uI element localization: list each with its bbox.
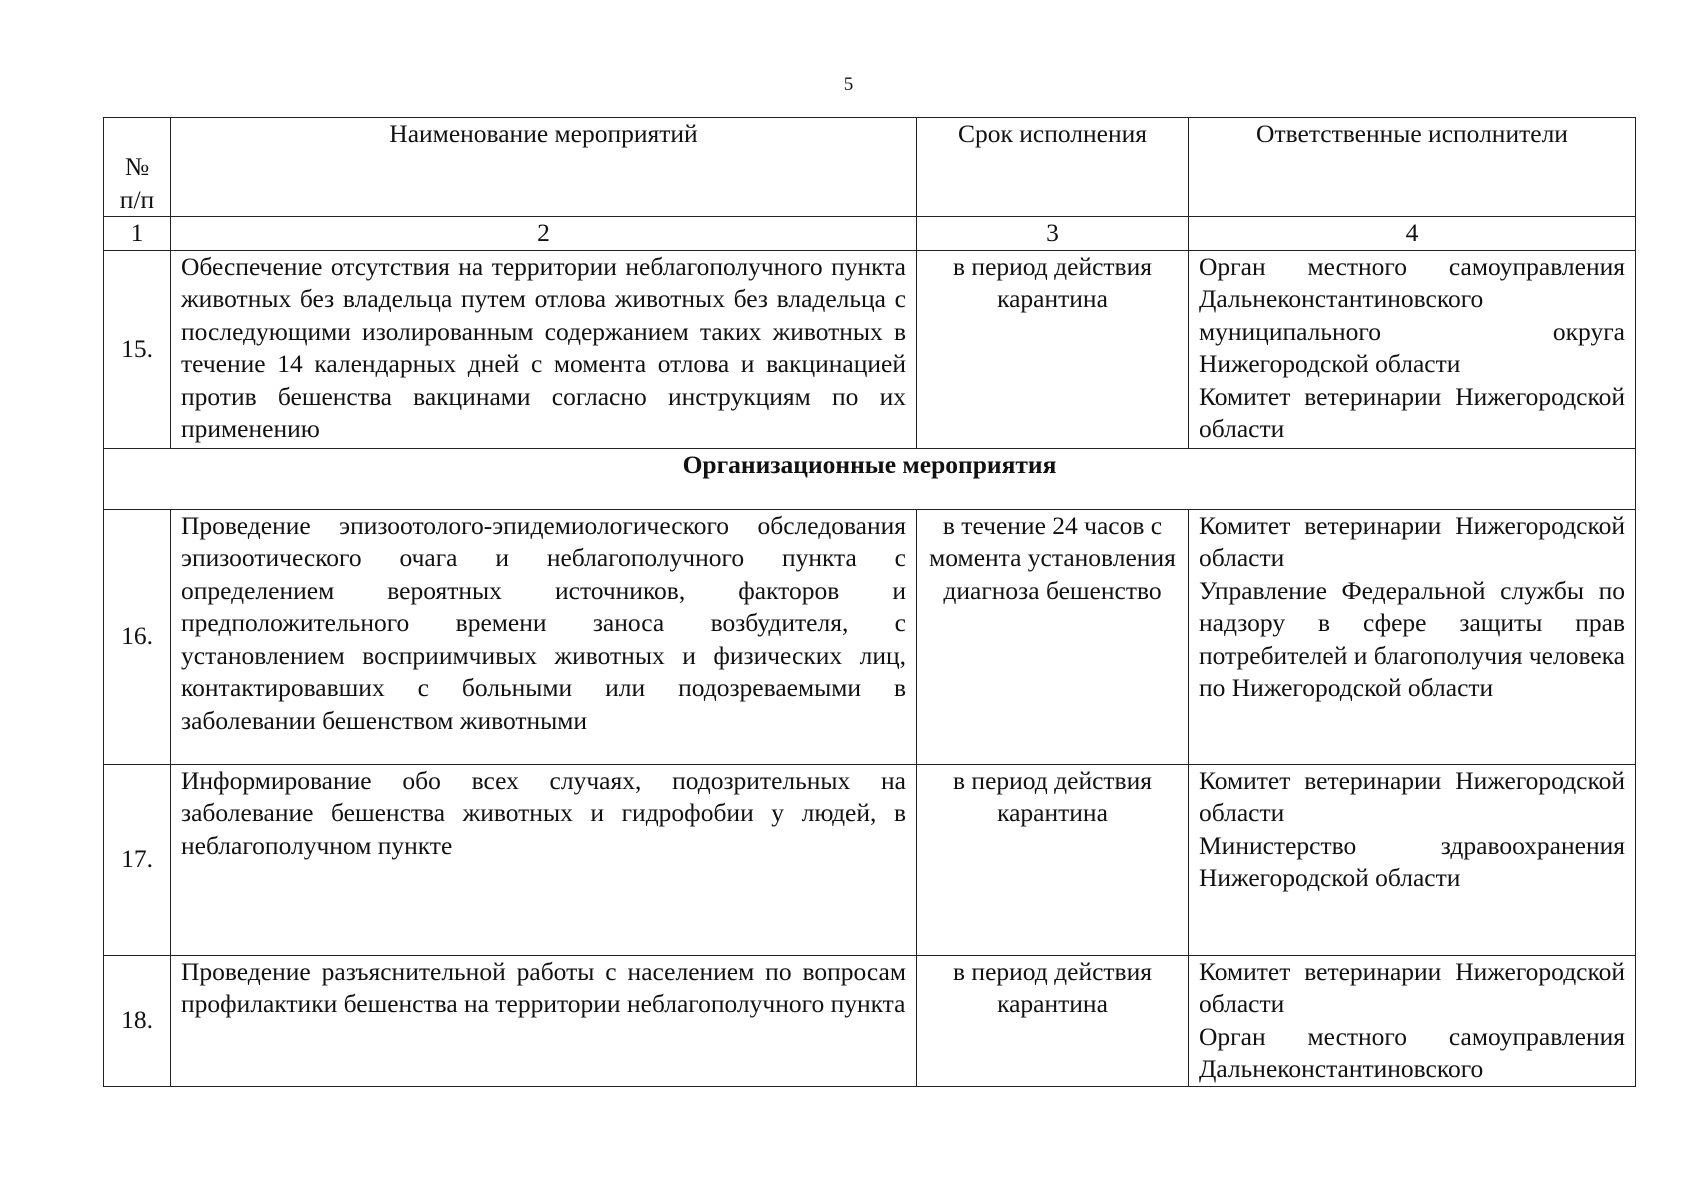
- measures-table: [103, 117, 1636, 1087]
- table-row: [104, 509, 1636, 764]
- header-term: Срок исполнения: [917, 118, 1189, 217]
- section-row: [104, 448, 1636, 509]
- index-cell: 1: [104, 217, 171, 251]
- table-row: [104, 250, 1636, 448]
- measure-responsible: [1189, 764, 1636, 955]
- responsible-entry: Орган местного самоуправления Дальнеконстантиновского муниципального округа Нижегородской области: [1199, 251, 1625, 378]
- header-resp: Ответственные исполнители: [1189, 118, 1636, 217]
- measure-term: в период действия карантина: [917, 250, 1189, 448]
- row-number: 18.: [104, 955, 171, 1086]
- measure-responsible: [1189, 509, 1636, 764]
- measure-term: в течение 24 часов с момента установления диагноза бешенство: [917, 509, 1189, 764]
- responsible-entry: Комитет ветеринарии Нижегородской области: [1199, 765, 1625, 827]
- measure-name: Проведение эпизоотолого-эпидемиологического обследования эпизоотического очага и неблагополучного пункта с определением вероятных источников, факторов и предположительного времени заноса возбудителя, с установлением восприимчивых животных и физических лиц, контактировавших с больными или подозреваемыми в заболевании бешенством животными: [171, 509, 917, 764]
- responsible-entry: Управление Федеральной службы по надзору в сфере защиты прав потребителей и благополучия человека по Нижегородской области: [1199, 575, 1625, 702]
- responsible-entry: Орган местного самоуправления Дальнеконстантиновского: [1199, 1021, 1625, 1083]
- column-index-row: [104, 217, 1636, 251]
- measure-name: Проведение разъяснительной работы с населением по вопросам профилактики бешенства на территории неблагополучного пункта: [171, 955, 917, 1086]
- page-number: 5: [843, 74, 854, 95]
- measure-term: в период действия карантина: [917, 764, 1189, 955]
- measure-responsible: [1189, 955, 1636, 1086]
- table-row: [104, 764, 1636, 955]
- table-row: [104, 955, 1636, 1086]
- measure-name: Информирование обо всех случаях, подозрительных на заболевание бешенства животных и гидрофобии у людей, в неблагополучном пункте: [171, 764, 917, 955]
- measure-term: в период действия карантина: [917, 955, 1189, 1086]
- measure-responsible: [1189, 250, 1636, 448]
- responsible-entry: Министерство здравоохранения Нижегородской области: [1199, 830, 1625, 892]
- header-row: [104, 118, 1636, 217]
- index-cell: 4: [1189, 217, 1636, 251]
- index-cell: 3: [917, 217, 1189, 251]
- measure-name: Обеспечение отсутствия на территории неблагополучного пункта животных без владельца путем отлова животных без владельца с последующими изолированным содержанием таких животных в течение 14 календарных дней с момента отлова и вакцинацией против бешенства вакцинами согласно инструкциям по их применению: [171, 250, 917, 448]
- row-number: 15.: [104, 250, 171, 448]
- section-title: Организационные мероприятия: [104, 448, 1636, 509]
- header-num: [104, 118, 171, 217]
- row-number: 16.: [104, 509, 171, 764]
- responsible-entry: Комитет ветеринарии Нижегородской области: [1199, 510, 1625, 572]
- header-name: Наименование мероприятий: [171, 118, 917, 217]
- row-number: 17.: [104, 764, 171, 955]
- responsible-entry: Комитет ветеринарии Нижегородской области: [1199, 381, 1625, 443]
- index-cell: 2: [171, 217, 917, 251]
- responsible-entry: Комитет ветеринарии Нижегородской области: [1199, 956, 1625, 1018]
- header-num-text: № п/п: [119, 152, 155, 214]
